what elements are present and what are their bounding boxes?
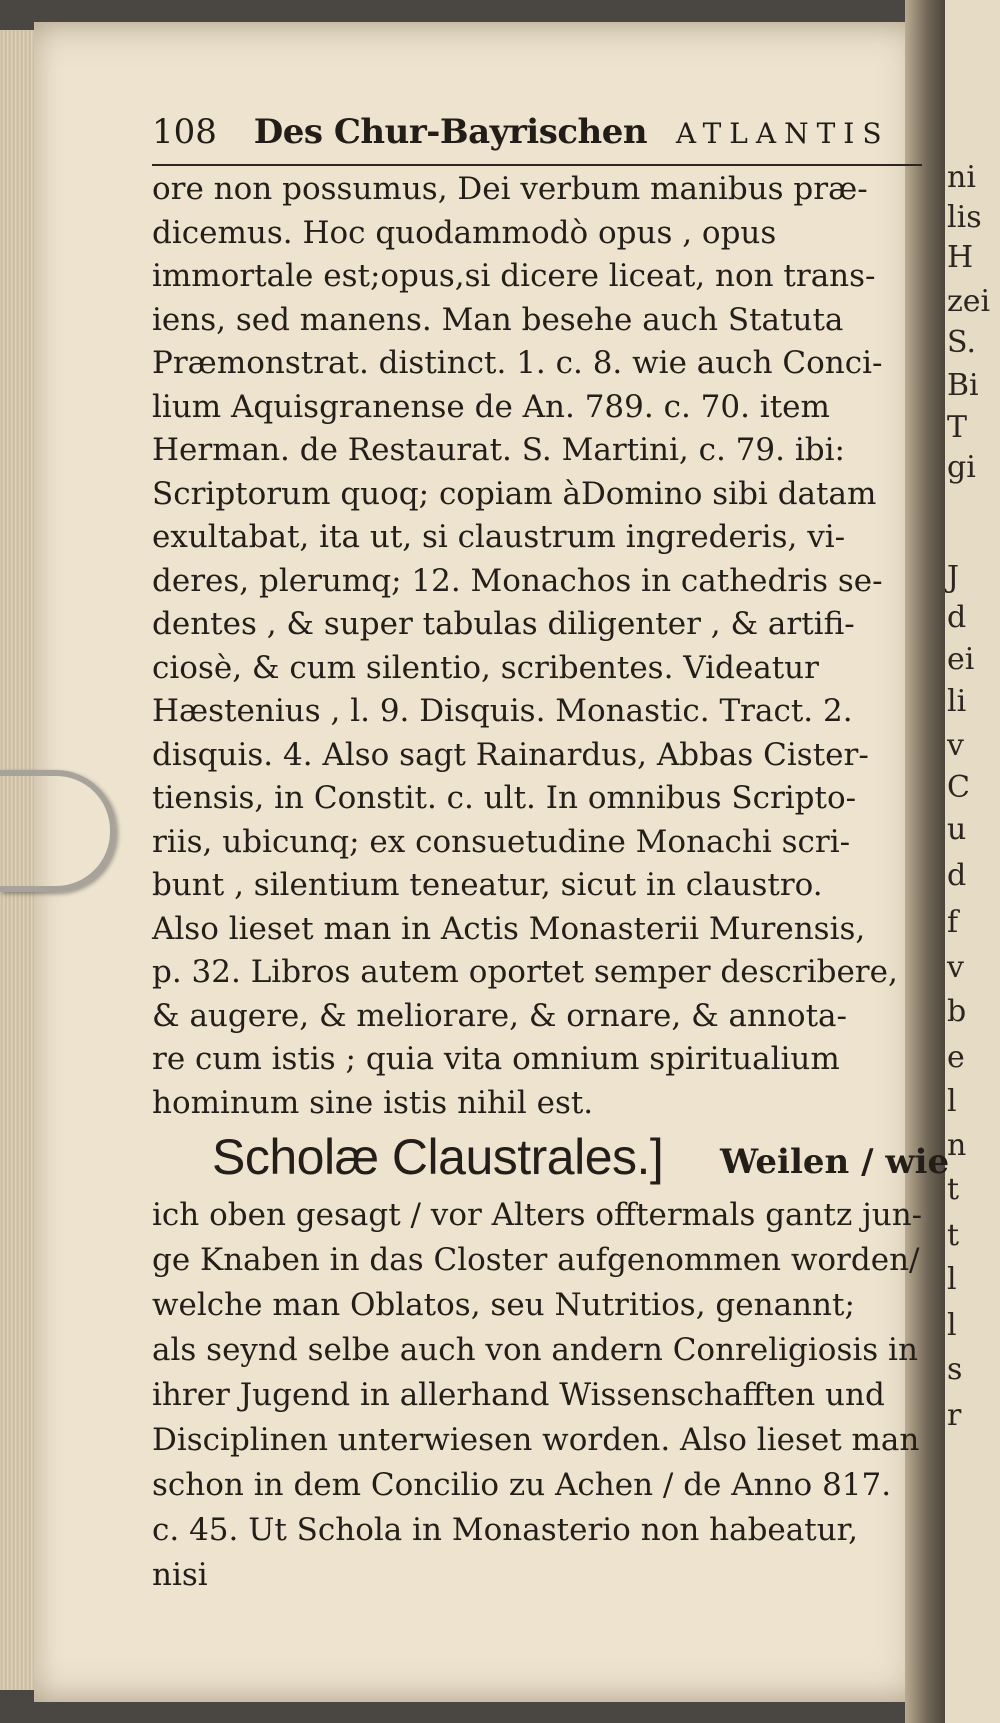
facing-page-fragment: l — [947, 1308, 957, 1343]
section-title: Scholæ Claustrales.] — [212, 1129, 664, 1185]
facing-page-fragment: d — [947, 858, 967, 893]
facing-page-fragment: T — [947, 410, 968, 445]
facing-page-fragment: u — [947, 812, 967, 847]
facing-page-fragment: r — [947, 1398, 962, 1433]
page-number: 108 — [152, 112, 217, 152]
facing-page-fragment: s — [947, 1352, 963, 1387]
facing-page-fragment: l — [947, 1084, 957, 1119]
facing-page-fragment: li — [947, 684, 967, 719]
facing-page-fragment: n — [947, 1128, 967, 1163]
facing-page-fragment: f — [947, 905, 959, 940]
text-line: nisi — [152, 1557, 208, 1593]
text-line: tiensis, in Constit. c. ult. In omnibus Scripto- — [152, 780, 857, 816]
facing-page-fragment: b — [947, 994, 967, 1029]
text-line: Hæstenius , l. 9. Disquis. Monastic. Tract. 2. — [152, 693, 853, 729]
text-line: ciosè, & cum silentio, scribentes. Videatur — [152, 649, 819, 686]
facing-page-fragment: ei — [947, 642, 975, 677]
text-line: ge Knaben in das Closter aufgenommen worden/ — [152, 1242, 920, 1278]
facing-page-fragment: H — [947, 240, 974, 275]
facing-page-fragment: t — [947, 1172, 960, 1207]
facing-page-fragment: zei — [947, 284, 991, 319]
facing-page-fragment: ni — [947, 160, 976, 195]
text-line: iens, sed manens. Man besehe auch Statuta — [152, 301, 844, 338]
facing-page-fragment: v — [947, 728, 964, 763]
text-line: ihrer Jugend in allerhand Wissenschafften und — [152, 1377, 885, 1413]
facing-page — [945, 0, 1000, 1723]
facing-page-fragment: d — [947, 600, 967, 635]
facing-page-fragment: S. — [947, 325, 977, 360]
facing-page-fragment: e — [947, 1040, 965, 1075]
text-line: welche man Oblatos, seu Nutritios, genannt; — [152, 1287, 855, 1323]
section-body-text — [152, 1193, 932, 1598]
text-line: deres, plerumq; 12. Monachos in cathedris se- — [152, 562, 883, 599]
text-line: exultabat, ita ut, si claustrum ingrederis, vi- — [152, 519, 846, 555]
text-line: Also lieset man in Actis Monasterii Murensis, — [152, 910, 866, 947]
text-line: immortale est;opus,si dicere liceat, non trans- — [152, 258, 876, 294]
text-line: schon in dem Concilio zu Achen / de Anno 817. — [152, 1467, 892, 1503]
text-line: re cum istis ; quia vita omnium spiritualium — [152, 1041, 840, 1077]
text-line: Scriptorum quoq; copiam àDomino sibi datam — [152, 475, 877, 512]
text-line: disquis. 4. Also sagt Rainardus, Abbas Cister- — [152, 736, 869, 773]
text-line: p. 32. Libros autem oportet semper describere, — [152, 954, 898, 990]
facing-page-fragment: gi — [947, 450, 976, 485]
facing-page-fragment: Bi — [947, 368, 979, 403]
text-line: Herman. de Restaurat. S. Martini, c. 79. ibi: — [152, 432, 845, 468]
facing-page-fragment: l — [947, 1262, 957, 1297]
text-line: dentes , & super tabulas diligenter , & artifi- — [152, 606, 855, 642]
section-heading — [212, 1128, 950, 1186]
text-line: bunt , silentium teneatur, sicut in claustro. — [152, 867, 823, 903]
text-line: lium Aquisgranense de An. 789. c. 70. item — [152, 388, 830, 425]
facing-page-fragment: J — [947, 560, 960, 595]
text-line: Disciplinen unterwiesen worden. Also lieset man — [152, 1422, 920, 1458]
text-line: hominum sine istis nihil est. — [152, 1084, 594, 1121]
text-line: als seynd selbe auch von andern Conreligiosis in — [152, 1332, 918, 1368]
facing-page-fragment: t — [947, 1218, 960, 1253]
text-line: & augere, & meliorare, & ornare, & annota- — [152, 997, 848, 1034]
running-header — [152, 112, 922, 166]
facing-page-fragment: C — [947, 770, 970, 805]
body-text — [152, 168, 932, 1125]
facing-page-fragment: lis — [947, 200, 982, 235]
running-title-latin: ATLANTIS — [675, 117, 890, 150]
text-line: dicemus. Hoc quodammodò opus , opus — [152, 214, 777, 251]
text-line: riis, ubicunq; ex consuetudine Monachi scri- — [152, 823, 851, 860]
text-line: ore non possumus, Dei verbum manibus præ- — [152, 171, 868, 207]
section-continuation: Weilen / wie — [720, 1142, 950, 1182]
running-title: Des Chur-Bayrischen — [253, 112, 648, 152]
text-line: c. 45. Ut Schola in Monasterio non habeatur, — [152, 1512, 858, 1548]
text-line: Præmonstrat. distinct. 1. c. 8. wie auch Conci- — [152, 345, 883, 381]
text-line: ich oben gesagt / vor Alters offtermals gantz jun- — [152, 1197, 923, 1233]
page-clip-icon — [0, 770, 116, 892]
facing-page-fragment: v — [947, 950, 964, 985]
